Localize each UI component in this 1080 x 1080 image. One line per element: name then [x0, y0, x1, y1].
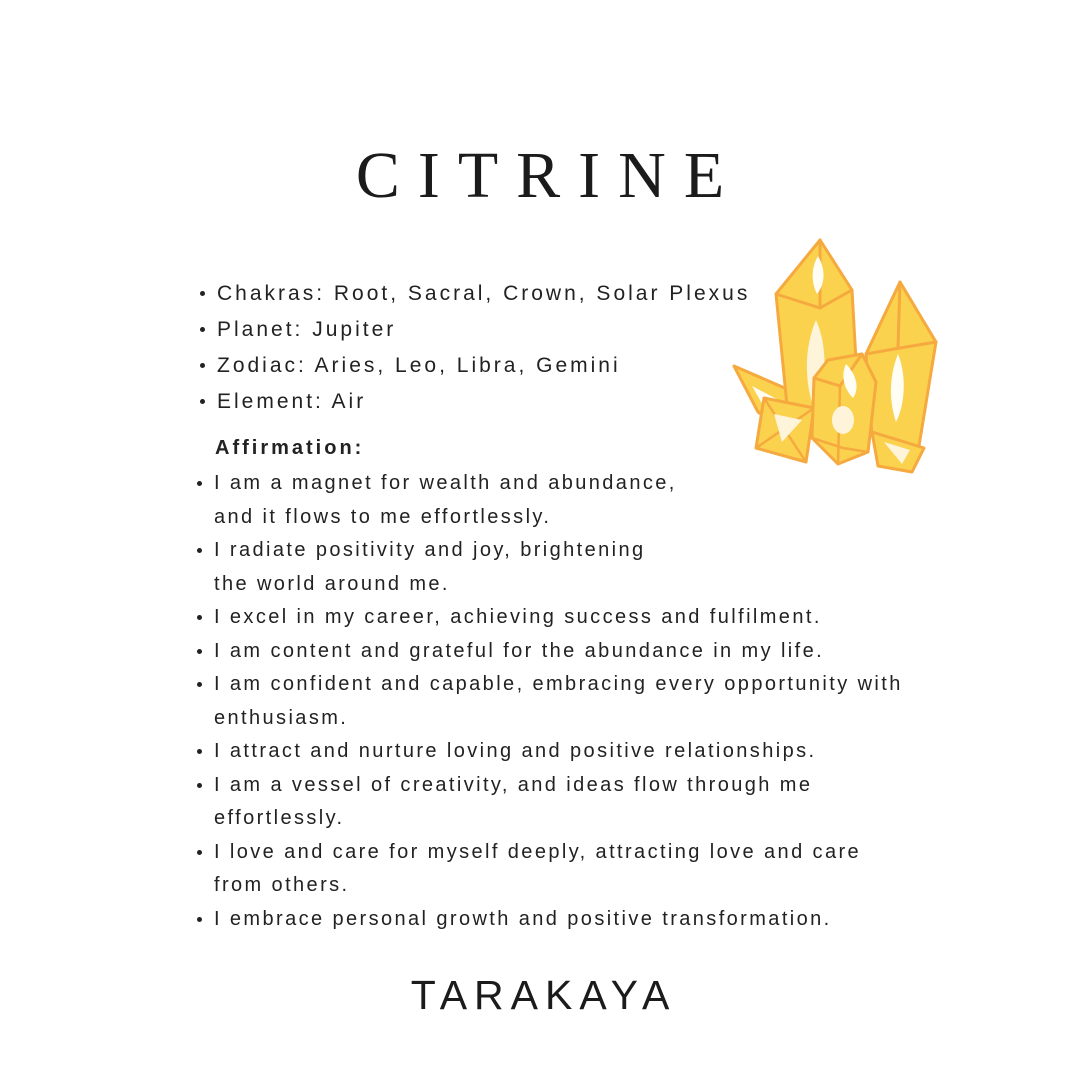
list-item: [200, 348, 750, 384]
list-item: [200, 276, 750, 312]
affirmation-line: effortlessly.: [214, 807, 345, 829]
list-item: [200, 312, 750, 348]
affirmation-line: and it flows to me effortlessly.: [214, 505, 552, 528]
list-item: [197, 534, 1037, 601]
property-text: Element: Air: [217, 390, 367, 413]
crystal-small-shard: [756, 398, 814, 462]
list-item: [197, 769, 1037, 836]
affirmation-line: I love and care for myself deeply, attracting love and care: [214, 840, 862, 863]
affirmation-line: I embrace personal growth and positive transformation.: [214, 907, 832, 930]
crystal-center-gem: [812, 354, 876, 464]
property-text: Planet: Jupiter: [217, 318, 397, 341]
list-item: [200, 384, 750, 420]
property-text: Zodiac: Aries, Leo, Libra, Gemini: [217, 354, 621, 377]
affirmation-line: I am confident and capable, embracing every opportunity with: [214, 673, 903, 695]
page-title: CITRINE: [355, 139, 743, 212]
list-item: [197, 467, 1037, 534]
list-item: [197, 668, 1037, 735]
affirmation-line: I am a magnet for wealth and abundance,: [214, 472, 677, 494]
affirmation-line: I am a vessel of creativity, and ideas flow through me: [214, 773, 813, 796]
list-item: [197, 635, 1037, 669]
affirmation-line: I attract and nurture loving and positive relationships.: [214, 740, 817, 762]
affirmation-line: I am content and grateful for the abundance in my life.: [214, 639, 825, 662]
list-item: [197, 836, 1037, 903]
properties-list: [200, 276, 750, 420]
affirmation-line: I excel in my career, achieving success and fulfilment.: [214, 606, 822, 628]
affirmation-line: from others.: [214, 874, 350, 896]
property-text: Chakras: Root, Sacral, Crown, Solar Plexus: [217, 282, 751, 305]
list-item: [197, 903, 1037, 937]
affirmations-list: [197, 467, 1037, 936]
crystal-right-shard: [866, 282, 936, 452]
list-item: [197, 735, 1037, 769]
brand-name: TARAKAYA: [410, 972, 677, 1018]
affirmation-line: I radiate positivity and joy, brightening: [214, 539, 646, 561]
affirmation-line: the world around me.: [214, 572, 450, 595]
affirmation-heading: Affirmation:: [215, 437, 365, 459]
list-item: [197, 601, 1037, 635]
affirmation-line: enthusiasm.: [214, 706, 349, 729]
